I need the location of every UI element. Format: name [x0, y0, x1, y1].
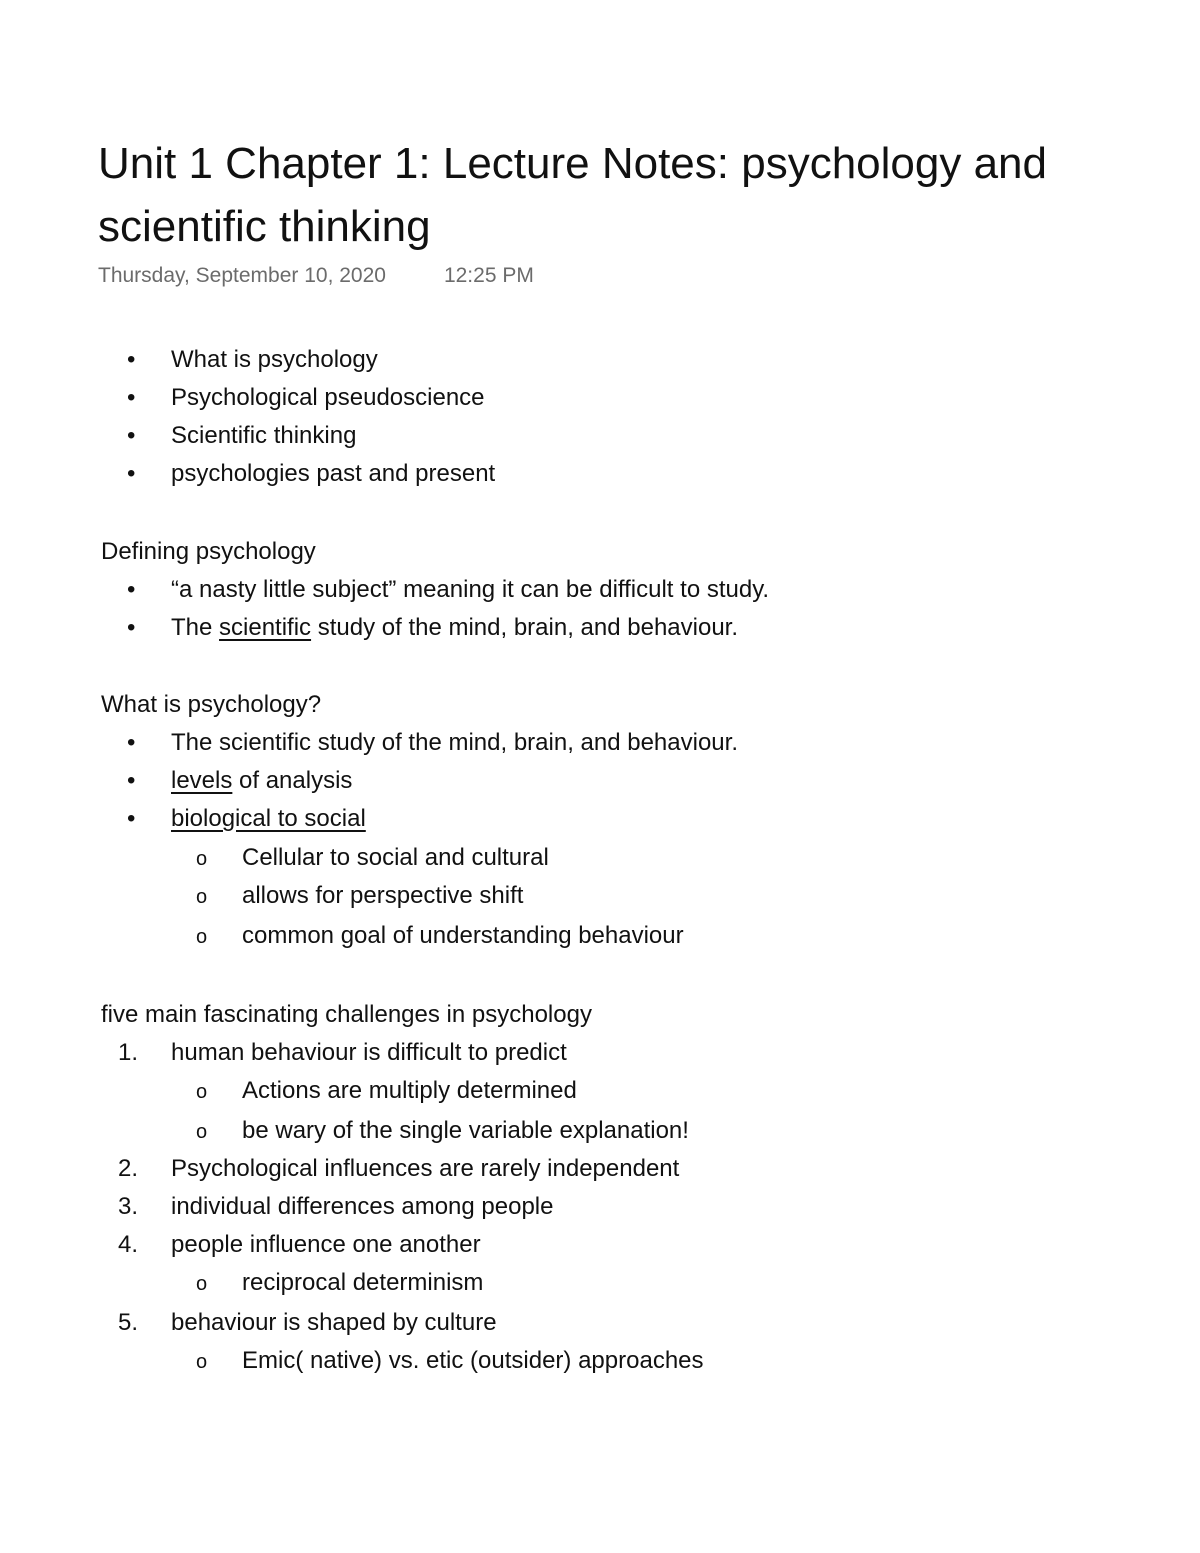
- list-item: What is psychology: [171, 346, 378, 373]
- sub-list-item: Actions are multiply determined: [242, 1077, 577, 1104]
- sub-list-item: common goal of understanding behaviour: [242, 922, 684, 949]
- note-time: 12:25 PM: [443, 264, 534, 287]
- underlined-term: biological to social: [171, 805, 366, 832]
- numbered-item: Psychological influences are rarely independent: [171, 1155, 680, 1182]
- bullet-icon: •: [127, 767, 136, 794]
- bullet-icon: •: [127, 346, 136, 373]
- circle-bullet-icon: o: [196, 1121, 208, 1143]
- list-number: 1.: [118, 1039, 139, 1066]
- text-run: study of the mind, brain, and behaviour.: [311, 614, 738, 641]
- list-number: 4.: [118, 1231, 139, 1258]
- circle-bullet-icon: o: [196, 1081, 208, 1103]
- bullet-icon: •: [127, 460, 136, 487]
- underlined-term: levels: [171, 767, 233, 794]
- list-item: Scientific thinking: [171, 422, 357, 449]
- sub-list-item: be wary of the single variable explanation!: [242, 1117, 689, 1144]
- list-item: The scientific study of the mind, brain, and behaviour.: [171, 729, 738, 756]
- sub-list-item: allows for perspective shift: [242, 882, 524, 909]
- bullet-icon: •: [127, 805, 136, 832]
- list-item: [171, 804, 366, 834]
- numbered-item: behaviour is shaped by culture: [171, 1309, 497, 1336]
- circle-bullet-icon: o: [196, 926, 208, 948]
- section-heading: Defining psychology: [101, 538, 316, 565]
- list-item: “a nasty little subject” meaning it can be difficult to study.: [171, 576, 770, 603]
- bullet-icon: •: [127, 614, 136, 641]
- circle-bullet-icon: o: [196, 1273, 208, 1295]
- bullet-icon: •: [127, 384, 136, 411]
- sub-list-item: Cellular to social and cultural: [242, 844, 549, 871]
- sub-list-item: reciprocal determinism: [242, 1269, 484, 1296]
- bullet-icon: •: [127, 729, 136, 756]
- list-number: 5.: [118, 1309, 139, 1336]
- numbered-item: people influence one another: [171, 1231, 481, 1258]
- section-heading: five main fascinating challenges in psychology: [101, 1001, 592, 1028]
- page-title: Unit 1 Chapter 1: Lecture Notes: psychology and scientific thinking: [98, 139, 1047, 251]
- bullet-icon: •: [127, 422, 136, 449]
- note-timestamp: [98, 264, 534, 288]
- list-item: Psychological pseudoscience: [171, 384, 485, 411]
- text-run: of analysis: [232, 767, 353, 794]
- clipped-next-line: [101, 1424, 981, 1440]
- underlined-term: scientific: [219, 614, 312, 641]
- list-item: psychologies past and present: [171, 460, 496, 487]
- note-date: Thursday, September 10, 2020: [98, 264, 386, 287]
- circle-bullet-icon: o: [196, 1351, 208, 1373]
- section-heading: What is psychology?: [101, 691, 322, 718]
- numbered-item: individual differences among people: [171, 1193, 554, 1220]
- text-run: The: [171, 614, 220, 641]
- list-item: [171, 613, 738, 643]
- list-item: [171, 766, 352, 796]
- bullet-icon: •: [127, 576, 136, 603]
- numbered-item: human behaviour is difficult to predict: [171, 1039, 567, 1066]
- list-number: 2.: [118, 1155, 139, 1182]
- sub-list-item: Emic( native) vs. etic (outsider) approaches: [242, 1347, 704, 1374]
- circle-bullet-icon: o: [196, 848, 208, 870]
- circle-bullet-icon: o: [196, 886, 208, 908]
- list-number: 3.: [118, 1193, 139, 1220]
